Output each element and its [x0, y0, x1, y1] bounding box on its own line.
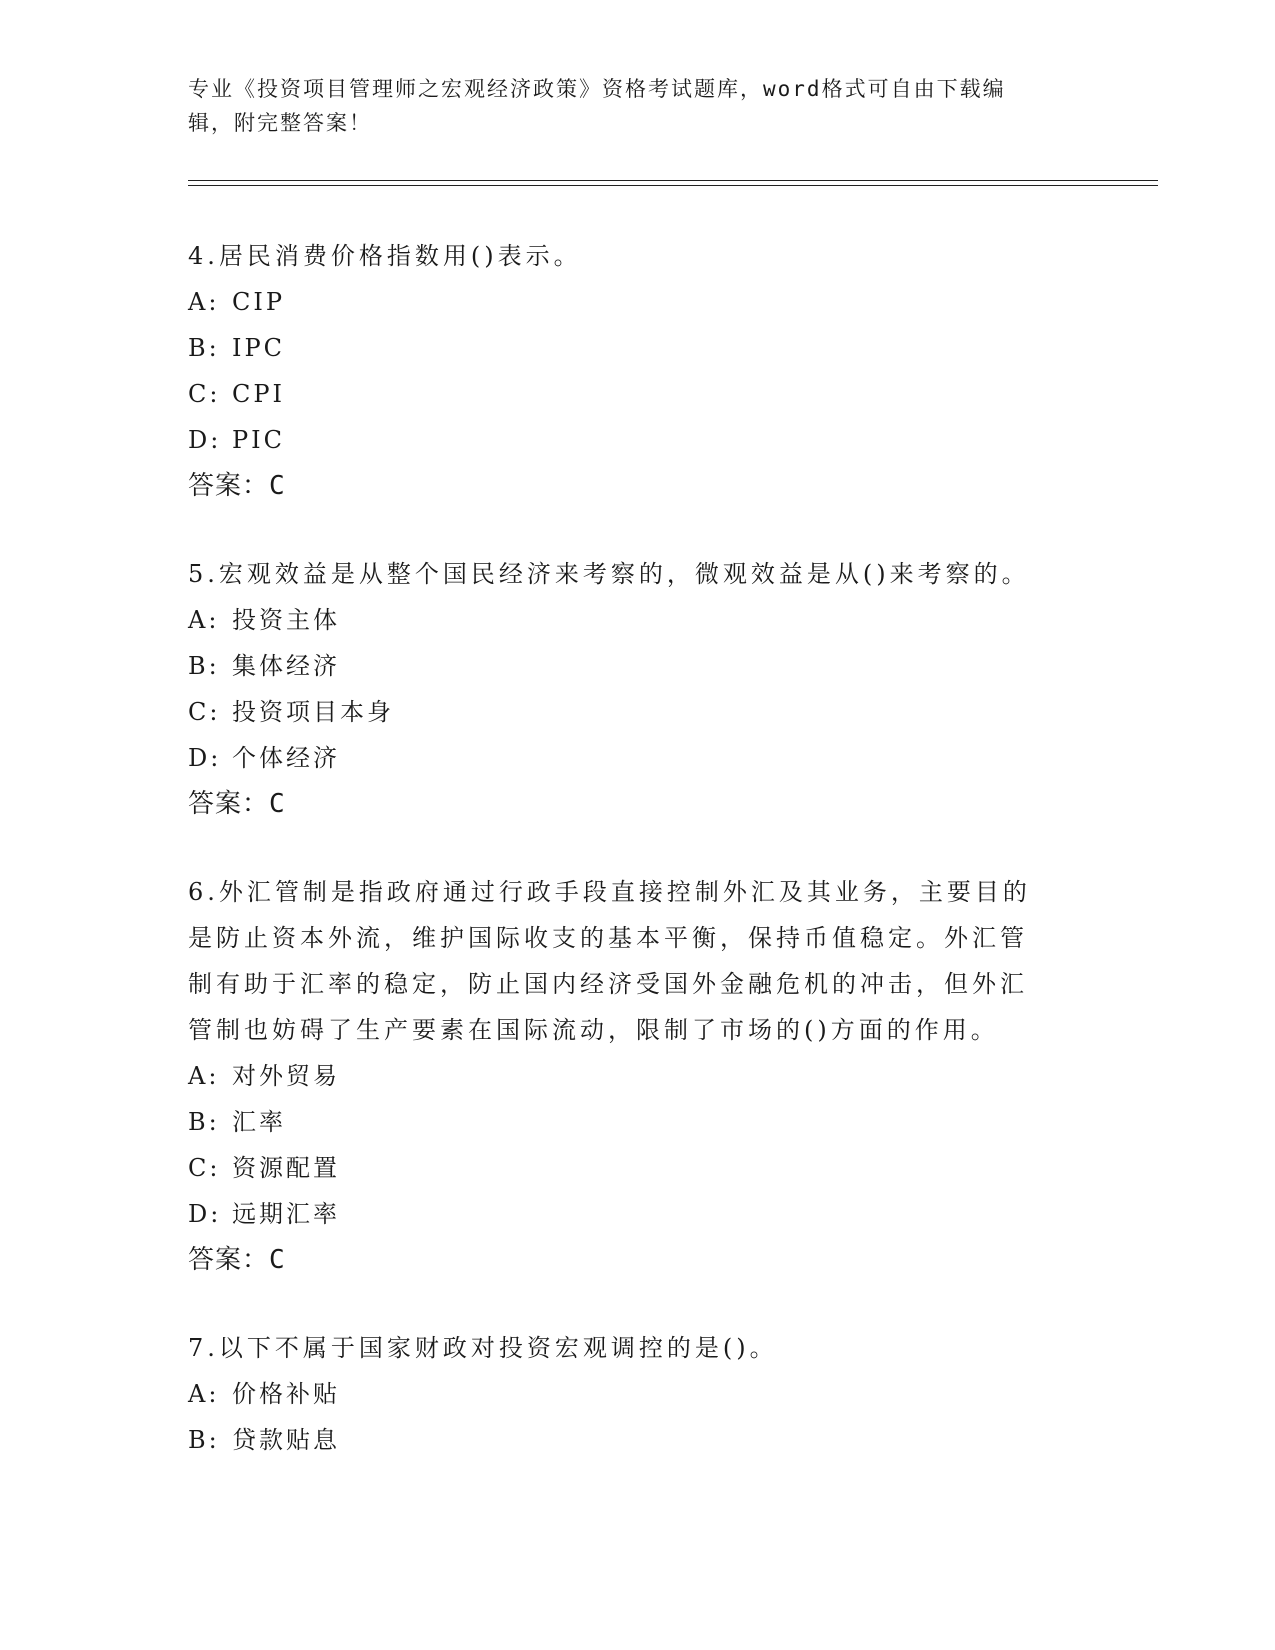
question-5-answer: 答案：C [188, 789, 286, 819]
header-divider-top [188, 180, 1158, 181]
option-label: B: [188, 334, 220, 362]
option-text: IPC [232, 334, 285, 362]
question-6-option-d [188, 1191, 1088, 1237]
question-6-text-line-4: 管制也妨碍了生产要素在国际流动，限制了市场的()方面的作用。 [188, 1016, 999, 1044]
question-5-option-b [188, 643, 1088, 689]
question-5-option-d [188, 735, 1088, 781]
option-label: A: [188, 288, 220, 316]
spacer [188, 1283, 1088, 1325]
question-4-text: 4.居民消费价格指数用()表示。 [188, 242, 582, 270]
question-7-option-a [188, 1371, 1088, 1417]
option-label: C: [188, 380, 221, 408]
question-5-option-c [188, 689, 1088, 735]
question-6-text-line-3: 制有助于汇率的稳定，防止国内经济受国外金融危机的冲击，但外汇 [188, 970, 1028, 998]
option-text: 资源配置 [232, 1154, 340, 1182]
option-text: 远期汇率 [232, 1200, 340, 1228]
option-text: 集体经济 [232, 652, 340, 680]
option-text: CIP [232, 288, 285, 316]
question-6-answer: 答案：C [188, 1245, 286, 1275]
option-label: A: [188, 1380, 220, 1408]
header-divider-bottom [188, 185, 1158, 186]
question-4-option-d [188, 417, 1088, 463]
question-6-option-c [188, 1145, 1088, 1191]
question-7-option-b [188, 1417, 1088, 1463]
question-4-option-b [188, 325, 1088, 371]
option-text: 对外贸易 [232, 1062, 340, 1090]
option-label: D: [188, 1200, 222, 1228]
option-label: B: [188, 1426, 220, 1454]
option-text: CPI [232, 380, 285, 408]
option-text: 个体经济 [232, 744, 340, 772]
question-4-option-a [188, 279, 1088, 325]
question-5 [188, 551, 1088, 827]
option-label: B: [188, 652, 220, 680]
question-6 [188, 869, 1088, 1283]
option-text: 投资主体 [232, 606, 340, 634]
header-line-2: 辑，附完整答案！ [188, 111, 372, 135]
question-6-option-a [188, 1053, 1088, 1099]
option-label: D: [188, 744, 222, 772]
option-text: PIC [232, 426, 285, 454]
option-label: A: [188, 606, 220, 634]
header-line-1: 专业《投资项目管理师之宏观经济政策》资格考试题库，word格式可自由下载编 [188, 77, 1006, 101]
question-6-text-line-1: 6.外汇管制是指政府通过行政手段直接控制外汇及其业务，主要目的 [188, 878, 1031, 906]
question-list [188, 233, 1088, 1463]
option-label: D: [188, 426, 222, 454]
question-5-option-a [188, 597, 1088, 643]
question-6-option-b [188, 1099, 1088, 1145]
question-5-text: 5.宏观效益是从整个国民经济来考察的，微观效益是从()来考察的。 [188, 560, 1030, 588]
spacer [188, 827, 1088, 869]
question-4-answer: 答案：C [188, 471, 286, 501]
question-7-text: 7.以下不属于国家财政对投资宏观调控的是()。 [188, 1334, 778, 1362]
question-4-option-c [188, 371, 1088, 417]
option-text: 价格补贴 [232, 1380, 340, 1408]
option-label: C: [188, 1154, 221, 1182]
document-header [188, 72, 1068, 140]
option-label: A: [188, 1062, 220, 1090]
option-text: 投资项目本身 [232, 698, 394, 726]
option-label: B: [188, 1108, 220, 1136]
question-6-text-line-2: 是防止资本外流，维护国际收支的基本平衡，保持币值稳定。外汇管 [188, 924, 1028, 952]
question-4 [188, 233, 1088, 509]
spacer [188, 509, 1088, 551]
option-label: C: [188, 698, 221, 726]
option-text: 汇率 [232, 1108, 286, 1136]
question-7 [188, 1325, 1088, 1463]
option-text: 贷款贴息 [232, 1426, 340, 1454]
